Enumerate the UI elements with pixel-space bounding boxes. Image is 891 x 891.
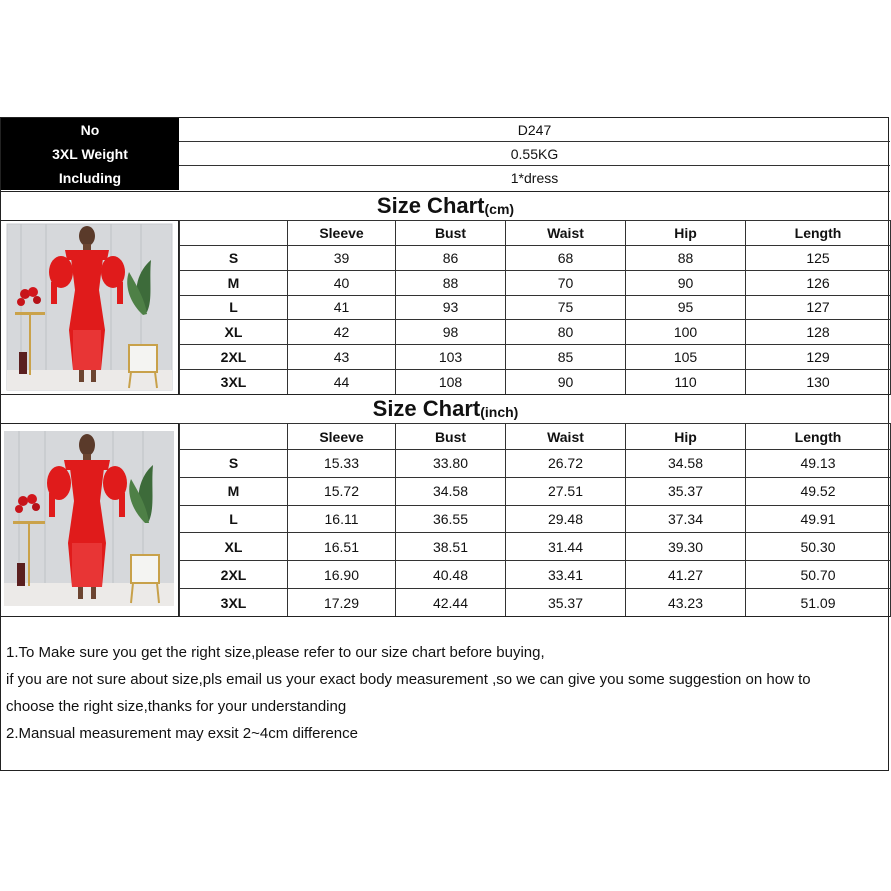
table-cell: 40.48 [396,561,506,589]
table-header-cell: Length [746,221,891,246]
table-cell: 41 [288,295,396,320]
table-header-row [180,424,891,450]
table-cell: 34.58 [396,477,506,505]
size-label-cell: L [180,505,288,533]
table-cell: 110 [626,370,746,395]
model-dress-image [1,220,178,395]
product-photo-cm [1,220,179,395]
table-row [180,245,891,270]
table-cell: 35.37 [626,477,746,505]
table-header-cell [180,424,288,450]
table-header-cell: Waist [506,221,626,246]
note-line: if you are not sure about size,pls email us your exact body measurement ,so we can give you some suggestion on how to [6,671,811,688]
table-cell: 38.51 [396,533,506,561]
inch-title-text: Size Chart [372,396,481,421]
table-header-cell: Hip [626,424,746,450]
table-cell: 86 [396,245,506,270]
table-cell: 108 [396,370,506,395]
info-row-no [1,118,890,142]
table-cell: 37.34 [626,505,746,533]
table-cell: 100 [626,320,746,345]
info-row-weight [1,142,890,166]
table-cell: 49.91 [746,505,891,533]
table-header-cell: Waist [506,424,626,450]
size-label-cell: L [180,295,288,320]
table-header-cell: Bust [396,424,506,450]
table-row [180,561,891,589]
note-line: 2.Mansual measurement may exsit 2~4cm difference [6,725,358,742]
size-label-cell: S [180,450,288,478]
size-label-cell: 3XL [180,370,288,395]
table-cell: 29.48 [506,505,626,533]
table-cell: 93 [396,295,506,320]
inch-unit-text: (inch) [480,404,519,420]
table-cell: 127 [746,295,891,320]
size-table-inch [179,423,891,617]
info-value: 0.55KG [179,142,890,166]
table-cell: 128 [746,320,891,345]
info-key: Including [1,166,179,190]
table-cell: 88 [396,270,506,295]
cm-title-text: Size Chart [376,193,485,218]
table-cell: 36.55 [396,505,506,533]
table-cell: 33.80 [396,450,506,478]
table-cell: 50.30 [746,533,891,561]
table-header-cell: Sleeve [288,221,396,246]
table-cell: 34.58 [626,450,746,478]
table-cell: 90 [506,370,626,395]
table-cell: 75 [506,295,626,320]
note-line: choose the right size,thanks for your understanding [6,698,347,715]
table-cell: 95 [626,295,746,320]
table-cell: 42.44 [396,589,506,617]
table-cell: 16.90 [288,561,396,589]
table-cell: 130 [746,370,891,395]
product-photo-inch [1,423,179,616]
info-row-including [1,166,890,190]
table-cell: 26.72 [506,450,626,478]
info-value: 1*dress [510,170,559,186]
table-header-cell [180,221,288,246]
size-label-cell: 2XL [180,561,288,589]
table-row [180,320,891,345]
table-cell: 98 [396,320,506,345]
size-chart-sheet [0,117,889,771]
table-cell: 125 [746,245,891,270]
table-cell: 68 [506,245,626,270]
table-cell: 15.33 [288,450,396,478]
table-cell: 15.72 [288,477,396,505]
table-cell: 129 [746,345,891,370]
table-cell: 43 [288,345,396,370]
table-cell: 16.51 [288,533,396,561]
table-header-cell: Length [746,424,891,450]
inch-chart-title [1,394,890,424]
table-cell: 88 [626,245,746,270]
table-cell: 51.09 [746,589,891,617]
size-label-cell: 2XL [180,345,288,370]
table-row [180,345,891,370]
table-row [180,533,891,561]
table-row [180,477,891,505]
table-cell: 85 [506,345,626,370]
table-cell: 126 [746,270,891,295]
table-cell: 49.13 [746,450,891,478]
table-header-cell: Bust [396,221,506,246]
table-cell: 105 [626,345,746,370]
table-cell: 90 [626,270,746,295]
model-dress-image [1,423,178,616]
size-label-cell: 3XL [180,589,288,617]
table-row [180,450,891,478]
table-header-cell: Hip [626,221,746,246]
table-row [180,589,891,617]
size-label-cell: M [180,477,288,505]
table-cell: 50.70 [746,561,891,589]
table-row [180,370,891,395]
size-table-cm [179,220,891,395]
info-key: 3XL Weight [1,142,179,166]
table-cell: 103 [396,345,506,370]
table-cell: 41.27 [626,561,746,589]
size-label-cell: M [180,270,288,295]
cm-unit-text: (cm) [484,201,515,217]
table-header-row [180,221,891,246]
size-label-cell: XL [180,320,288,345]
table-cell: 31.44 [506,533,626,561]
table-cell: 16.11 [288,505,396,533]
table-cell: 42 [288,320,396,345]
table-cell: 49.52 [746,477,891,505]
sizing-notes [1,616,890,772]
cm-chart-title [1,191,890,221]
table-header-cell: Sleeve [288,424,396,450]
note-line: 1.To Make sure you get the right size,please refer to our size chart before buying, [6,644,545,661]
size-label-cell: XL [180,533,288,561]
table-row [180,295,891,320]
table-cell: 43.23 [626,589,746,617]
table-row [180,270,891,295]
table-cell: 44 [288,370,396,395]
table-cell: 39 [288,245,396,270]
table-cell: 35.37 [506,589,626,617]
table-row [180,505,891,533]
table-cell: 80 [506,320,626,345]
info-value: D247 [179,118,890,142]
table-cell: 33.41 [506,561,626,589]
info-key: No [1,118,179,142]
size-label-cell: S [180,245,288,270]
table-cell: 40 [288,270,396,295]
table-cell: 39.30 [626,533,746,561]
table-cell: 70 [506,270,626,295]
table-cell: 27.51 [506,477,626,505]
table-cell: 17.29 [288,589,396,617]
